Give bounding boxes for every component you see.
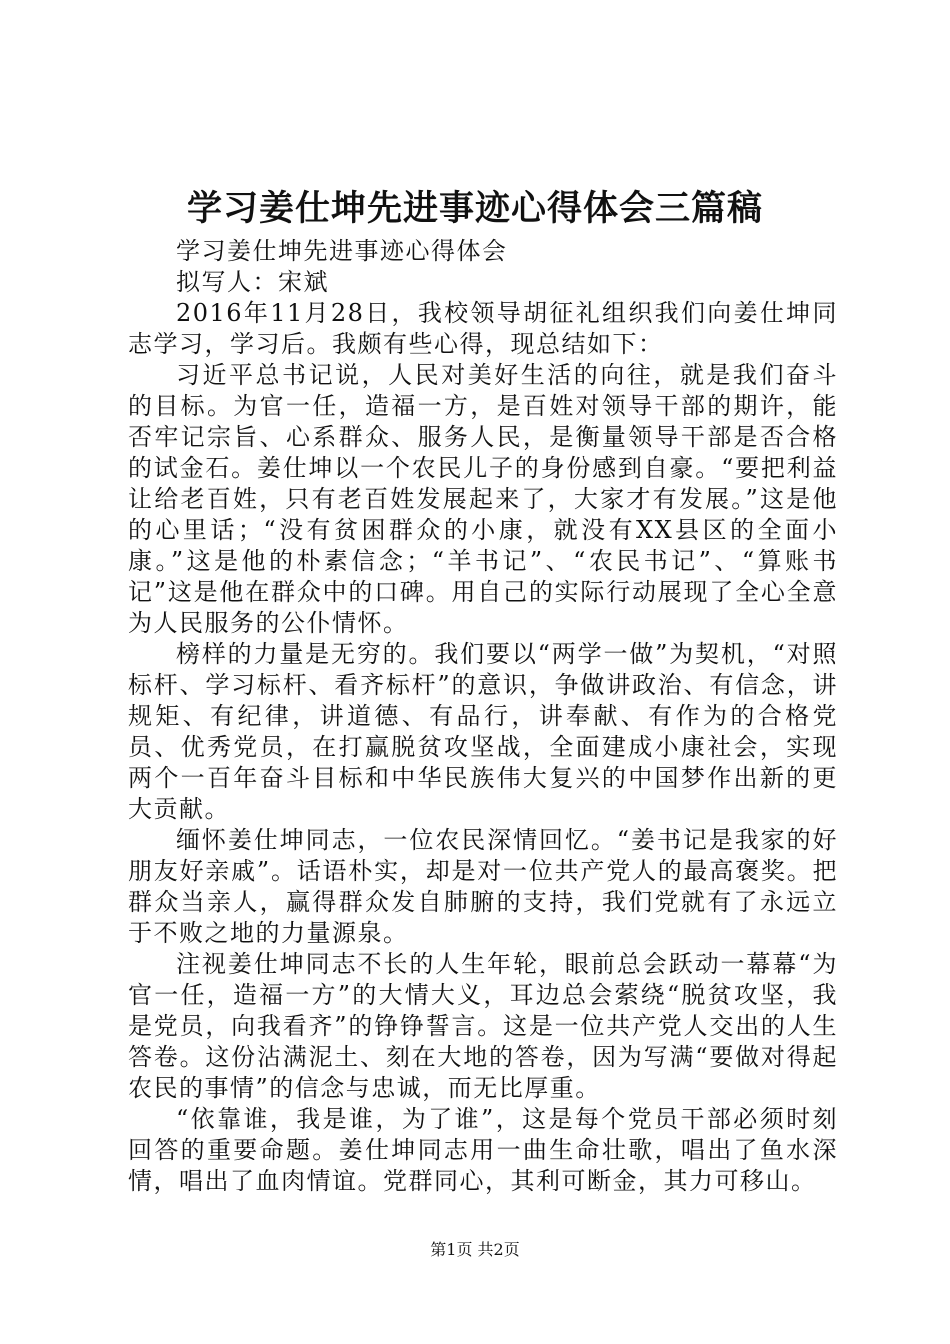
- page-number: 第1页 共2页: [430, 1240, 520, 1259]
- body-paragraph: 习近平总书记说，人民对美好生活的向往，就是我们奋斗的目标。为官一任，造福一方，是百姓对领导干部的期许，能否牢记宗旨、心系群众、服务人民，是衡量领导干部是否合格的试金石。姜仕坤以一个农民儿子的身份感到自豪。“要把利益让给老百姓，只有老百姓发展起来了，大家才有发展。”这是他的心里话；“没有贫困群众的小康，就没有XX县区的全面小康。”这是他的朴素信念；“羊书记”、“农民书记”、“算账书记”这是他在群众中的口碑。用自己的实际行动展现了全心全意为人民服务的公仆情怀。: [128, 361, 838, 637]
- document-body: [128, 236, 838, 1197]
- body-paragraph: 2016年11月28日，我校领导胡征礼组织我们向姜仕坤同志学习，学习后。我颇有些心得，现总结如下：: [128, 299, 838, 358]
- body-paragraph: “依靠谁，我是谁，为了谁”，这是每个党员干部必须时刻回答的重要命题。姜仕坤同志用一曲生命壮歌，唱出了鱼水深情，唱出了血肉情谊。党群同心，其利可断金，其力可移山。: [128, 1105, 838, 1195]
- document-title: 学习姜仕坤先进事迹心得体会三篇稿: [186, 188, 763, 229]
- author-paragraph: 拟写人：宋斌: [176, 268, 329, 296]
- subtitle-paragraph: 学习姜仕坤先进事迹心得体会: [176, 237, 508, 265]
- body-paragraph: 榜样的力量是无穷的。我们要以“两学一做”为契机，“对照标杆、学习标杆、看齐标杆”的意识，争做讲政治、有信念，讲规矩、有纪律，讲道德、有品行，讲奉献、有作为的合格党员、优秀党员，在打赢脱贫攻坚战，全面建成小康社会，实现两个一百年奋斗目标和中华民族伟大复兴的中国梦作出新的更大贡献。: [128, 640, 838, 823]
- body-paragraph: 注视姜仕坤同志不长的人生年轮，眼前总会跃动一幕幕“为官一任，造福一方”的大情大义，耳边总会萦绕“脱贫攻坚，我是党员，向我看齐”的铮铮誓言。这是一位共产党人交出的人生答卷。这份沾满泥土、刻在大地的答卷，因为写满“要做对得起农民的事情”的信念与忠诚，而无比厚重。: [128, 950, 838, 1102]
- body-paragraph: 缅怀姜仕坤同志，一位农民深情回忆。“姜书记是我家的好朋友好亲戚”。话语朴实，却是对一位共产党人的最高褒奖。把群众当亲人，赢得群众发自肺腑的支持，我们党就有了永远立于不败之地的力量源泉。: [128, 826, 838, 947]
